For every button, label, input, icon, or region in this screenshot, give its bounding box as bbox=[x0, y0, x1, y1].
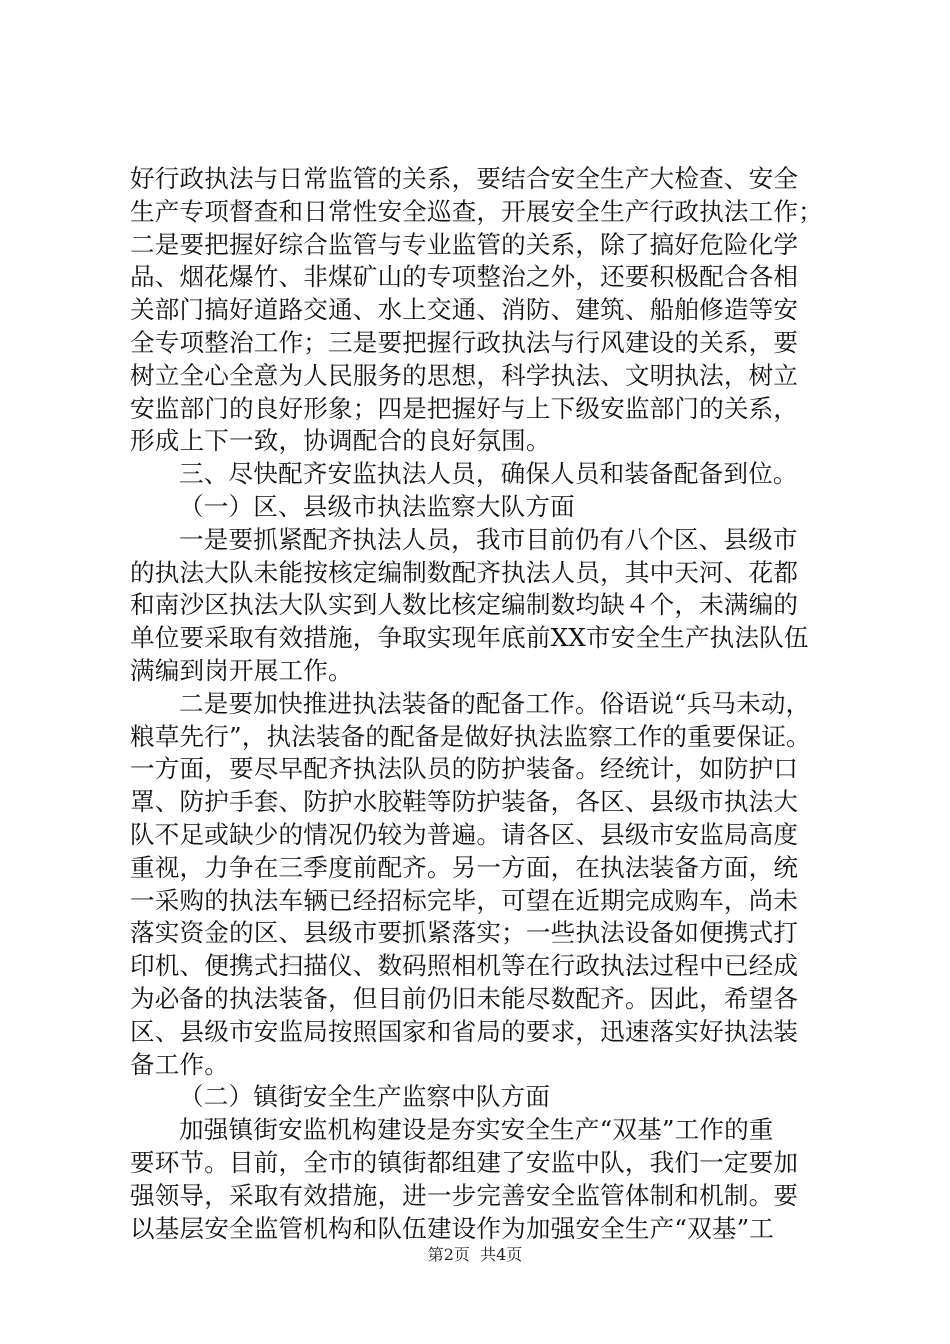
text-line: 加强镇街安监机构建设是夯实安全生产“双基”工作的重 bbox=[179, 1115, 774, 1145]
text-line: 关部门搞好道路交通、水上交通、消防、建筑、船舶修造等安 bbox=[130, 295, 799, 325]
text-line: 单位要采取有效措施，争取实现年底前XX市安全生产执法队伍 bbox=[130, 623, 809, 653]
text-line: 二是要把握好综合监管与专业监管的关系，除了搞好危险化学 bbox=[130, 229, 799, 259]
text-line: 强领导，采取有效措施，进一步完善安全监管体制和机制。要 bbox=[130, 1180, 799, 1210]
text-line: 落实资金的区、县级市要抓紧落实；一些执法设备如便携式打 bbox=[130, 918, 799, 948]
text-line: 一是要抓紧配齐执法人员，我市目前仍有八个区、县级市 bbox=[179, 524, 798, 554]
text-line: 备工作。 bbox=[130, 1049, 229, 1079]
text-line: 要环节。目前，全市的镇街都组建了安监中队，我们一定要加 bbox=[130, 1147, 799, 1177]
text-line: 区、县级市安监局按照国家和省局的要求，迅速落实好执法装 bbox=[130, 1016, 799, 1046]
text-line: 和南沙区执法大队实到人数比核定编制数均缺４个，未满编的 bbox=[130, 590, 799, 620]
text-line: 罩、防护手套、防护水胶鞋等防护装备，各区、县级市执法大 bbox=[130, 787, 799, 817]
body-text bbox=[130, 163, 830, 1245]
text-line: 形成上下一致，协调配合的良好氛围。 bbox=[130, 426, 551, 456]
text-line: 一方面，要尽早配齐执法队员的防护装备。经统计，如防护口 bbox=[130, 754, 799, 784]
text-line: 好行政执法与日常监管的关系，要结合安全生产大检查、安全 bbox=[130, 164, 799, 193]
text-line: 重视，力争在三季度前配齐。另一方面，在执法装备方面，统 bbox=[130, 852, 799, 882]
text-line: 的执法大队未能按核定编制数配齐执法人员，其中天河、花都 bbox=[130, 557, 799, 587]
text-line: （一）区、县级市执法监察大队方面 bbox=[179, 491, 575, 521]
text-line: 以基层安全监管机构和队伍建设作为加强安全生产“双基”工 bbox=[130, 1213, 775, 1243]
text-line: 满编到岗开展工作。 bbox=[130, 655, 353, 685]
text-line: 队不足或缺少的情况仍较为普遍。请各区、县级市安监局高度 bbox=[130, 819, 799, 849]
text-line: 树立全心全意为人民服务的思想，科学执法、文明执法，树立 bbox=[130, 360, 799, 390]
text-line: 全专项整治工作；三是要把握行政执法与行风建设的关系，要 bbox=[130, 327, 799, 357]
text-line: 为必备的执法装备，但目前仍旧未能尽数配齐。因此，希望各 bbox=[130, 983, 799, 1013]
text-line: 印机、便携式扫描仪、数码照相机等在行政执法过程中已经成 bbox=[130, 951, 799, 981]
text-line: 生产专项督查和日常性安全巡查，开展安全生产行政执法工作； bbox=[130, 196, 823, 226]
page-footer: 第2页 共4页 bbox=[427, 1245, 523, 1264]
text-line: 安监部门的良好形象；四是把握好与上下级安监部门的关系， bbox=[130, 393, 799, 423]
text-line: 一采购的执法车辆已经招标完毕，可望在近期完成购车，尚未 bbox=[130, 885, 799, 915]
text-line: 粮草先行”，执法装备的配备是做好执法监察工作的重要保证。 bbox=[130, 721, 811, 751]
text-line: 品、烟花爆竹、非煤矿山的专项整治之外，还要积极配合各相 bbox=[130, 262, 799, 292]
text-line: （二）镇街安全生产监察中队方面 bbox=[179, 1082, 551, 1112]
text-line: 三、尽快配齐安监执法人员，确保人员和装备配备到位。 bbox=[179, 459, 798, 489]
text-line: 二是要加快推进执法装备的配备工作。俗语说“兵马未动， bbox=[179, 688, 811, 718]
